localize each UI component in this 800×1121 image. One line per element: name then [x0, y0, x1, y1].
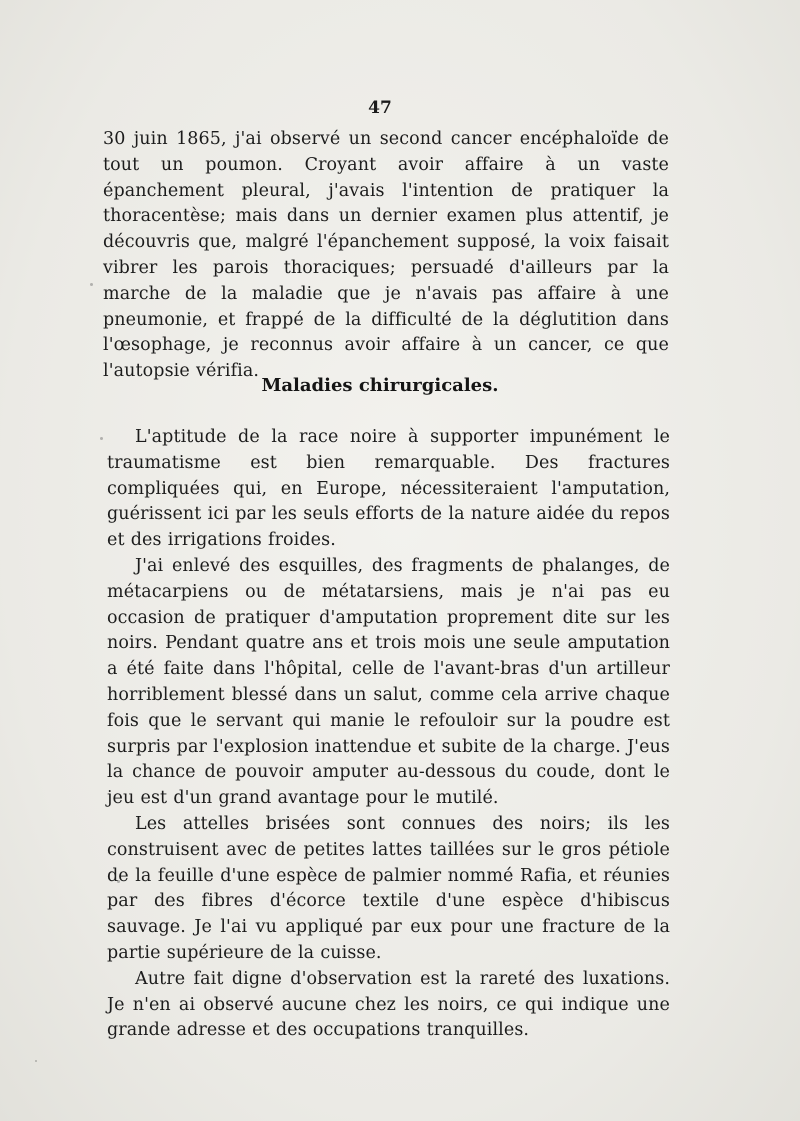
paragraph-text: Autre fait digne d'observation est la rareté des luxations. Je n'en ai observé aucune chez les noirs, ce qui indique une grande adresse et des occupations tranquilles. — [107, 968, 670, 1041]
paragraph-text: J'ai enlevé des esquilles, des fragments de phalanges, de métacarpiens ou de métatarsiens, mais je n'ai pas eu occasion de pratiquer d'amputation proprement dite sur les noirs. Pendant quatre ans et trois mois une seule amputation a été faite dans l'hôpital, celle de l'avant-bras d'un artilleur horriblement blessé dans un salut, comme cela arrive chaque fois que le servant qui manie le refouloir sur la poudre est surpris par l'explosion inattendue et subite de la charge. J'eus la chance de pouvoir amputer au-dessous du coude, dont le jeu est d'un grand avantage pour le mutilé. — [107, 555, 670, 809]
section-heading: Maladies chirurgicales. — [261, 375, 499, 396]
paragraph-text: Les attelles brisées sont connues des noirs; ils les construisent avec de petites lattes taillées sur le gros pétiole de la feuille d'une espèce de palmier nommé Rafia, et réunies par des fibres d'écorce textile d'une espèce d'hibiscus sauvage. Je l'ai vu appliqué par eux pour une fracture de la partie supérieure de la cuisse. — [107, 813, 670, 963]
section-body — [107, 425, 670, 1044]
page-number: 47 — [368, 98, 392, 118]
ink-speck — [100, 437, 103, 440]
ink-speck — [35, 1060, 37, 1062]
ink-speck — [90, 283, 93, 286]
paragraph-text: L'aptitude de la race noire à supporter impunément le traumatisme est bien remarquable. Des fractures compliquées qui, en Europe, nécessiteraient l'amputation, guérissent ici par les seuls efforts de la nature aidée du repos et des irrigations froides. — [107, 427, 670, 551]
paragraph-text: 30 juin 1865, j'ai observé un second cancer encéphaloïde de tout un poumon. Croyant avoir affaire à un vaste épanchement pleural, j'avais l'intention de pratiquer la thoracentèse; mais dans un dernier examen plus attentif, je découvris que, malgré l'épanchement supposé, la voix faisait vibrer les parois thoraciques; persuadé d'ailleurs par la marche de la maladie que je n'avais pas affaire à une pneumonie, et frappé de la difficulté de la déglutition dans l'œsophage, je reconnus avoir affaire à un cancer, ce que l'autopsie vérifia. — [103, 129, 669, 382]
continued-paragraph — [103, 127, 669, 385]
